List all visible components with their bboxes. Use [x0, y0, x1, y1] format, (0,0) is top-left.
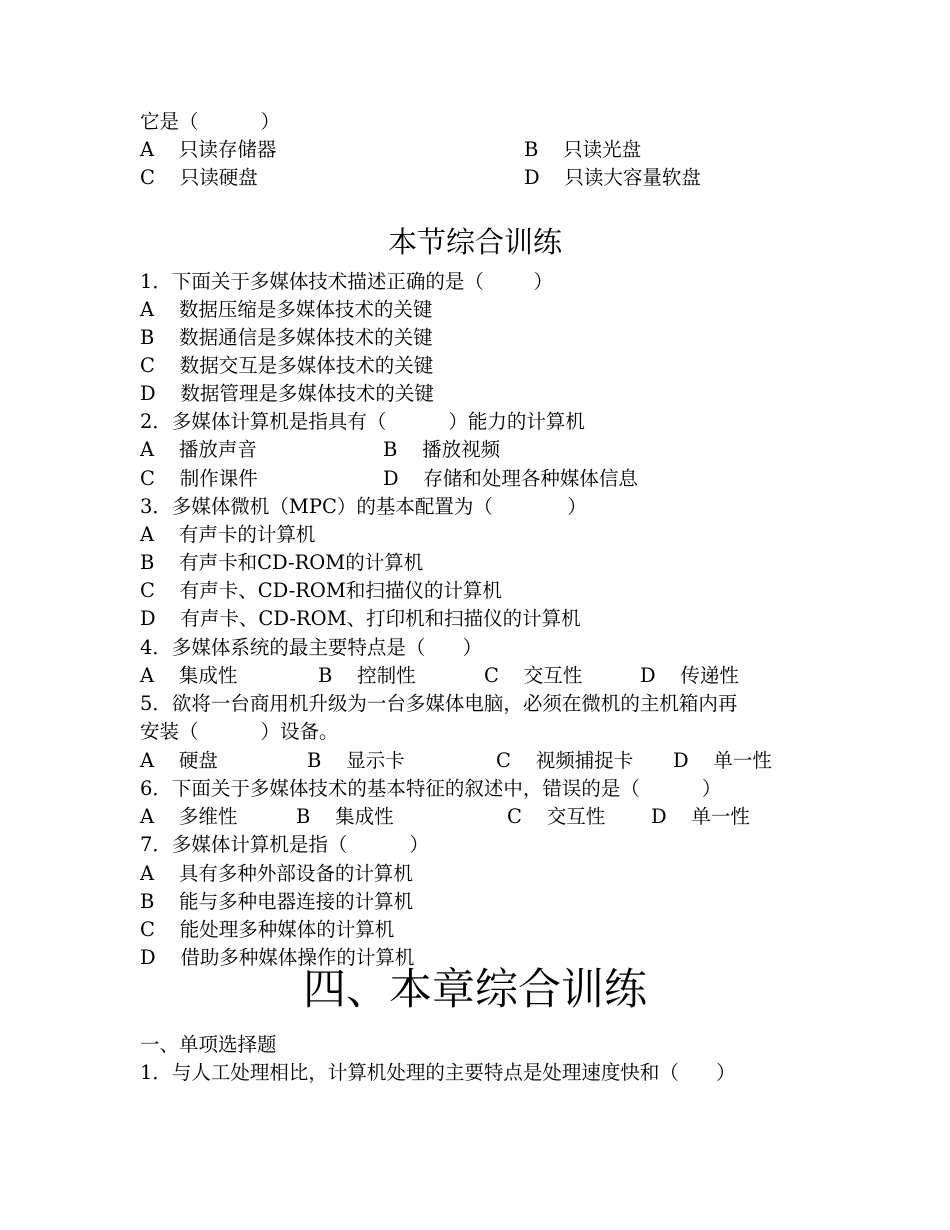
q6-a: A 多维性 [140, 805, 238, 828]
q7-b: B 能与多种电器连接的计算机 [140, 890, 414, 913]
q7-stem: 7．多媒体计算机是指（ ） [140, 833, 429, 856]
subsection-title: 一、单项选择题 [140, 1033, 277, 1056]
q5-stem-cont: 安装（ ）设备。 [140, 720, 339, 743]
q3-a: A 有声卡的计算机 [140, 523, 316, 546]
q3-stem: 3．多媒体微机（MPC）的基本配置为（ ） [140, 495, 587, 518]
q4-c: C 交互性 [484, 664, 583, 687]
q2-a: A 播放声音 [140, 438, 257, 461]
q4-a: A 集成性 [140, 664, 238, 687]
q4-d: D 传递性 [640, 664, 739, 687]
q6-b: B 集成性 [296, 805, 394, 828]
q5-c: C 视频捕捉卡 [496, 749, 634, 772]
section-heading: 本节综合训练 [387, 225, 562, 259]
q1-stem: 1．下面关于多媒体技术描述正确的是（ ） [140, 270, 553, 293]
q5-b: B 显示卡 [307, 749, 405, 772]
q3-d: D 有声卡、CD-ROM、打印机和扫描仪的计算机 [140, 607, 581, 630]
q2-d: D 存储和处理各种媒体信息 [383, 467, 638, 490]
q1-d: D 数据管理是多媒体技术的关键 [140, 382, 434, 405]
q6-c: C 交互性 [507, 805, 606, 828]
option-c: C 只读硬盘 [140, 166, 258, 189]
chapter-heading: 四、本章综合训练 [303, 965, 647, 1015]
q5-stem: 5．欲将一台商用机升级为一台多媒体电脑，必须在微机的主机箱内再 [140, 692, 738, 715]
q4-b: B 控制性 [318, 664, 416, 687]
q6-d: D 单一性 [651, 805, 750, 828]
q4-stem: 4．多媒体系统的最主要特点是（ ） [140, 636, 483, 659]
option-d: D 只读大容量软盘 [524, 166, 701, 189]
q5-a: A 硬盘 [140, 749, 218, 772]
q1-b: B 数据通信是多媒体技术的关键 [140, 326, 433, 349]
q2-b: B 播放视频 [383, 438, 501, 461]
q6-stem: 6．下面关于多媒体技术的基本特征的叙述中，错误的是（ ） [140, 777, 722, 800]
q7-d: D 借助多种媒体操作的计算机 [140, 946, 415, 969]
q7-c: C 能处理多种媒体的计算机 [140, 918, 395, 941]
q3-b: B 有声卡和CD-ROM的计算机 [140, 551, 424, 574]
q5-d: D 单一性 [673, 749, 772, 772]
q3-c: C 有声卡、CD-ROM和扫描仪的计算机 [140, 579, 502, 602]
option-a: A 只读存储器 [140, 138, 277, 161]
q1-a: A 数据压缩是多媒体技术的关键 [140, 298, 433, 321]
line-intro: 它是（ ） [140, 110, 280, 133]
q2-c: C 制作课件 [140, 467, 258, 490]
option-b: B 只读光盘 [524, 138, 642, 161]
q7-a: A 具有多种外部设备的计算机 [140, 862, 413, 885]
q2-stem: 2．多媒体计算机是指具有（ ）能力的计算机 [140, 410, 585, 433]
q1-c: C 数据交互是多媒体技术的关键 [140, 354, 434, 377]
ch-q1-stem: 1．与人工处理相比，计算机处理的主要特点是处理速度快和（ ） [140, 1061, 736, 1084]
